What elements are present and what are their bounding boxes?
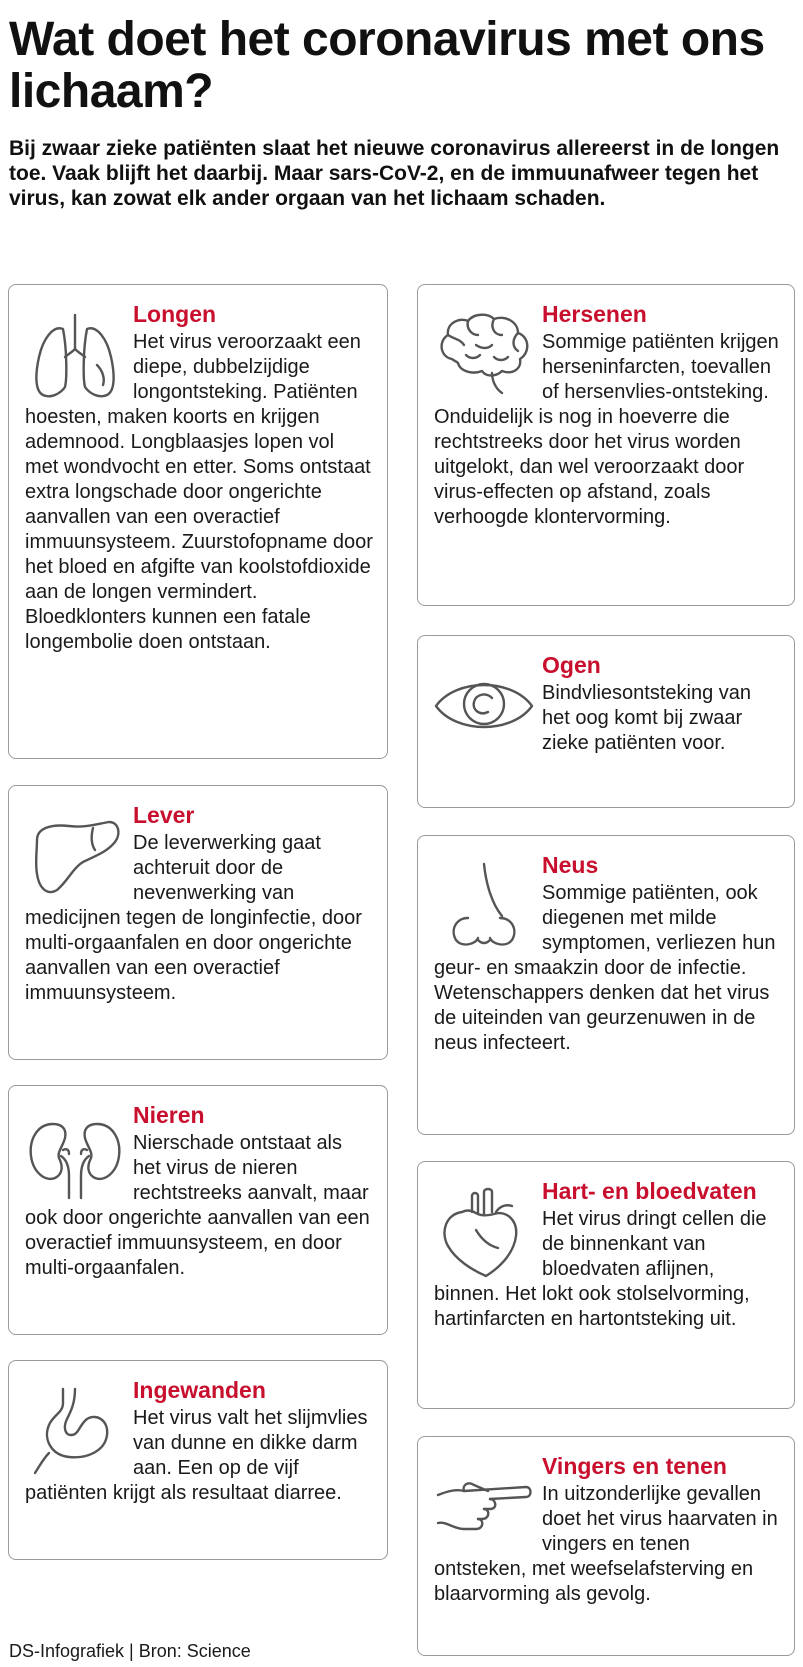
- card-title: Ogen: [542, 652, 601, 678]
- card-title: Hersenen: [542, 301, 647, 327]
- card-vingers: [417, 1436, 795, 1656]
- card-text: Bindvliesontsteking van het oog komt bij zwaar zieke patiënten voor.: [542, 682, 752, 754]
- card-hersenen: [417, 284, 795, 606]
- card-nieren: [8, 1085, 388, 1335]
- card-text: Nierschade ontstaat als het virus de nieren rechtstreeks aanvalt, maar ook door ongerichte aanvallen van een overactief immuunsysteem, en door multi-orgaanfalen.: [25, 1132, 370, 1279]
- card-title: Hart- en bloedvaten: [542, 1178, 757, 1204]
- page-title: Wat doet het coronavirus met ons lichaam?: [9, 13, 765, 118]
- kidneys-icon: [23, 1110, 127, 1202]
- card-title: Neus: [542, 852, 599, 878]
- card-title: Nieren: [133, 1102, 205, 1128]
- heart-icon: [432, 1186, 536, 1278]
- card-text: In uitzonderlijke gevallen doet het virus haarvaten in vingers en tenen ontsteken, met weefselafsterving en blaarvorming als gevolg.: [434, 1483, 778, 1605]
- card-title: Vingers en tenen: [542, 1453, 727, 1479]
- card-ingewanden: [8, 1360, 388, 1560]
- card-hart: [417, 1161, 795, 1409]
- intro-text: Bij zwaar zieke patiënten slaat het nieuwe coronavirus allereerst in de longen toe. Vaak blijft het daarbij. Maar sars-CoV-2, en de immuunafweer tegen het virus, kan zowat elk ander orgaan van het lichaam schaden.: [9, 137, 780, 210]
- card-text: Het virus valt het slijmvlies van dunne en dikke darm aan. Een op de vijf patiënten krijgt als resultaat diarree.: [25, 1407, 368, 1504]
- card-text: Het virus dringt cellen die de binnenkant van bloedvaten aflijnen, binnen. Het lokt ook stolselvorming, hartinfarcten en hartontsteking uit.: [434, 1208, 767, 1330]
- card-title: Ingewanden: [133, 1377, 266, 1403]
- liver-icon: [23, 810, 127, 902]
- card-ogen: [417, 635, 795, 808]
- eye-icon: [432, 660, 536, 752]
- card-title: Longen: [133, 301, 217, 327]
- card-lever: [8, 785, 388, 1060]
- nose-icon: [432, 860, 536, 952]
- pointing-hand-icon: [432, 1461, 536, 1553]
- brain-icon: [432, 309, 536, 401]
- card-text: Sommige patiënten, ook diegenen met milde symptomen, verliezen hun geur- en smaakzin door de infectie. Wetenschappers denken dat het virus de uiteinden van geurzenuwen in de neus infecteert.: [434, 882, 776, 1054]
- card-title: Lever: [133, 802, 195, 828]
- card-longen: [8, 284, 388, 759]
- card-text: Sommige patiënten krijgen herseninfarcten, toevallen of hersenvlies-ontsteking. Onduidelijk is nog in hoeverre die rechtstreeks door het virus worden uitgelokt, dan wel veroorzaakt door virus-effecten op afstand, zoals verhoogde klontervorming.: [434, 331, 779, 528]
- stomach-icon: [23, 1385, 127, 1477]
- source-credit: DS-Infografiek | Bron: Science: [9, 1641, 251, 1661]
- card-text: Het virus veroorzaakt een diepe, dubbelzijdige longontsteking. Patiënten hoesten, maken koorts en krijgen ademnood. Longblaasjes lopen vol met wondvocht en etter. Soms ontstaat extra longschade door ongerichte aanvallen van een overactief immuunsysteem. Zuurstofopname door het bloed en afgifte van koolstofdioxide aan de longen vermindert. Bloedklonters kunnen een fatale longembolie doen ontstaan.: [25, 331, 373, 653]
- card-neus: [417, 835, 795, 1135]
- card-text: De leverwerking gaat achteruit door de nevenwerking van medicijnen tegen de longinfectie, door multi-orgaanfalen en door ongerichte aanvallen van een overactief immuunsysteem.: [25, 832, 362, 1004]
- lungs-icon: [23, 309, 127, 401]
